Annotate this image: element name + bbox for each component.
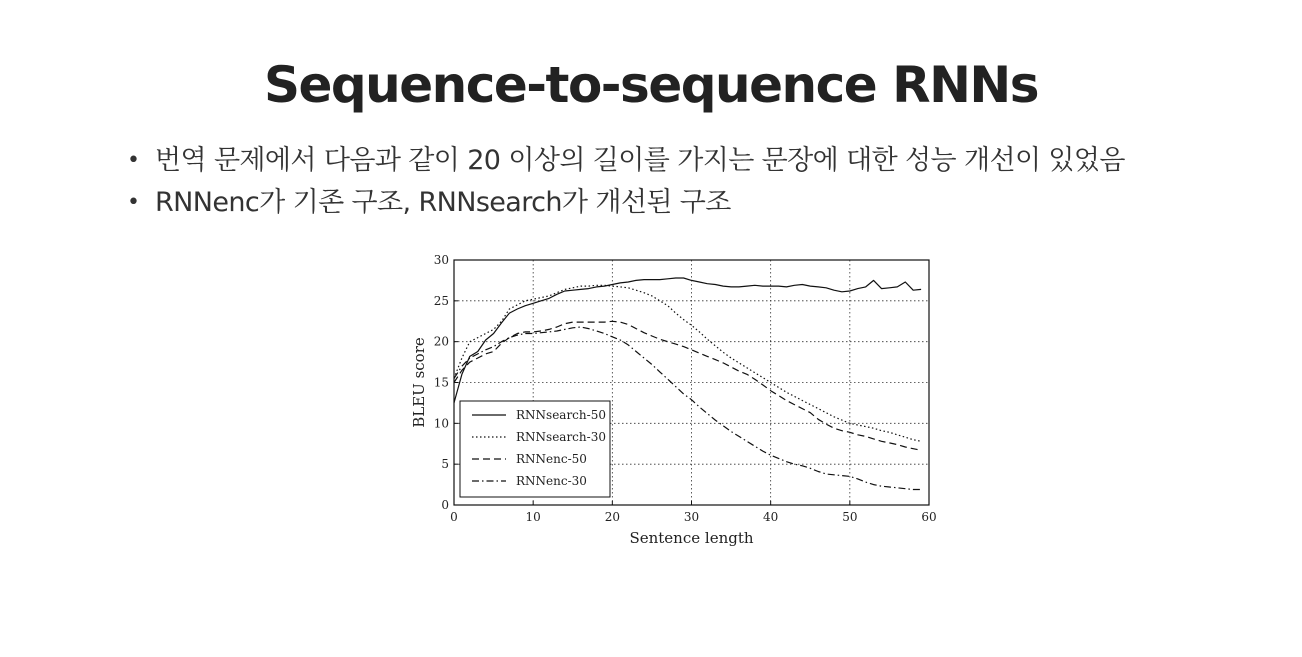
y-tick-label: 20 xyxy=(433,334,449,349)
bullet-dot-icon: • xyxy=(127,190,140,215)
bullet-list xyxy=(125,140,1285,224)
y-tick-label: 30 xyxy=(433,253,449,267)
y-tick-label: 15 xyxy=(433,375,449,390)
chart-legend xyxy=(460,401,610,497)
y-tick-label: 5 xyxy=(441,457,449,472)
bleu-chart xyxy=(400,245,945,555)
y-axis-label: BLEU score xyxy=(410,337,428,428)
bullet-text: 번역 문제에서 다음과 같이 20 이상의 길이를 가지는 문장에 대한 성능 개선이 있었음 xyxy=(155,145,1125,176)
legend-label: RNNsearch-50 xyxy=(516,408,606,422)
bullet-text: RNNenc가 기존 구조, RNNsearch가 개선된 구조 xyxy=(155,187,731,218)
series-line-rnnsearch-50 xyxy=(454,278,921,403)
bullet-item xyxy=(125,140,1285,182)
y-tick-label: 25 xyxy=(433,293,449,308)
x-tick-label: 20 xyxy=(604,510,620,524)
slide-title: Sequence-to-sequence RNNs xyxy=(263,56,1039,114)
x-tick-label: 50 xyxy=(842,510,858,524)
legend-label: RNNenc-30 xyxy=(516,474,587,488)
x-tick-label: 10 xyxy=(525,510,541,524)
x-axis-label: Sentence length xyxy=(629,529,754,547)
legend-label: RNNenc-50 xyxy=(516,452,587,466)
y-tick-label: 0 xyxy=(441,498,449,512)
y-tick-label: 10 xyxy=(433,416,449,431)
x-tick-label: 30 xyxy=(683,510,700,524)
x-tick-label: 60 xyxy=(921,510,937,524)
bullet-dot-icon: • xyxy=(127,148,140,173)
legend-label: RNNsearch-30 xyxy=(516,430,606,444)
x-tick-label: 0 xyxy=(450,510,458,524)
chart-svg xyxy=(400,245,945,555)
bullet-item xyxy=(125,182,1285,224)
x-tick-label: 40 xyxy=(763,510,779,524)
